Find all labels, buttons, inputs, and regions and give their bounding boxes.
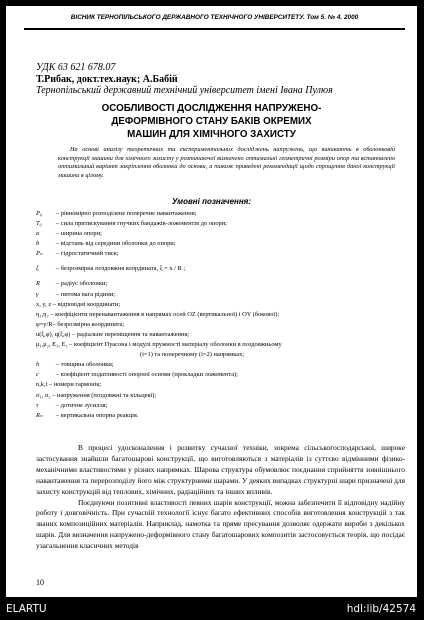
notation-definition: – безрозмірна поздовжня координата, ξ = x / R ; — [56, 265, 186, 273]
notation-row — [36, 249, 405, 259]
notation-definition: – ширина опори; — [56, 230, 102, 238]
notation-definition: – коефіцієнт податливості опорної основи (прокладки ложемента); — [56, 371, 238, 379]
notation-row — [36, 330, 405, 340]
affiliation: Тернопільський державний технічний університет імені Івана Пулюя — [36, 85, 333, 96]
body-text — [36, 443, 405, 552]
udc-code: УДК 63 621 678.07 — [36, 62, 116, 73]
notation-symbol: Pₙ — [36, 250, 43, 258]
notation-symbol: γ — [36, 290, 39, 298]
notation-definition: σ₁, σ₂ – напруження (поздовжні та кільцеві); — [36, 391, 157, 399]
notation-symbol: τ — [36, 401, 39, 409]
notation-symbol: ξ — [36, 265, 39, 273]
notation-row — [36, 320, 405, 330]
notation-row — [36, 209, 405, 219]
notation-row — [36, 340, 405, 350]
notation-heading: Умовні позначення: — [171, 197, 252, 206]
notation-row — [36, 229, 405, 239]
notation-symbol: Rₙ — [36, 411, 43, 419]
notation-definition: – товщина оболонки; — [56, 361, 114, 369]
notation-definition: μ₁,μ₂, E₁, E₂ – коефіцієнт Пуасона і модулі пружності матеріалу оболонки в поздовжньому — [36, 341, 282, 349]
notation-definition: – відстань від середини оболонки до опори; — [56, 240, 176, 248]
notation-row — [36, 401, 405, 411]
notation-definition: u(ξ,φ), q(ξ,φ) – радіальне переміщення та навантаження; — [36, 330, 190, 338]
page-number: 10 — [36, 578, 44, 587]
authors: Т.Рибак, докт.тех.наук; А.Бабій — [36, 74, 178, 85]
footer-repository: ELARTU — [6, 603, 47, 615]
body-paragraph: В процесі удосконалення і розвитку сучасної техніки, зокрема сільськогосподарської, широке застосування знайшли багатошарові конструкції, що виготовляються з матеріалів із суттєво відмінними фізико-механічними властивостями у різних напрямках. Шарова структура обумовлює поєднання сприйняття зовнішнього навантаження та перерозподілу його між структурними шарами. У деяких випадках структурні шари призначені для захисту конструкцій від теплових, хімічних, радіаційних та інших впливів. — [36, 443, 405, 496]
notation-row — [36, 350, 405, 360]
notation-definition: n,k,t – номери гармонік; — [36, 381, 102, 389]
notation-symbol: h — [36, 361, 40, 369]
notation-definition: (i=1) та поперечному (i=2) напрямках; — [140, 351, 245, 359]
notation-definition: – вертикальна опорна реакція. — [56, 411, 139, 419]
notation-row — [36, 300, 405, 310]
notation-symbol: c — [36, 371, 39, 379]
paper-title — [46, 102, 377, 141]
notation-definition: η₁,η₂ – коефіцієнти перенавантаження в напрямах осей OZ (вертикальної) і OY (бокової); — [36, 310, 280, 318]
notation-list — [36, 209, 405, 421]
notation-row — [36, 370, 405, 380]
journal-header: ВІСНИК ТЕРНОПІЛЬСЬКОГО ДЕРЖАВНОГО ТЕХНІЧНОГО УНІВЕРСИТЕТУ. Том 5. № 4. 2000 — [24, 12, 405, 30]
notation-symbol: T₀ — [36, 220, 42, 228]
notation-row — [36, 380, 405, 390]
notation-symbol: b — [36, 240, 40, 248]
notation-row — [36, 279, 405, 289]
notation-definition: – радіус оболонки; — [56, 280, 108, 288]
notation-row — [36, 411, 405, 421]
notation-row — [36, 310, 405, 320]
notation-symbol: a — [36, 230, 40, 238]
notation-symbol: P₀ — [36, 210, 43, 217]
notation-row — [36, 391, 405, 401]
notation-definition: – гідростатичний тиск; — [56, 250, 119, 258]
body-paragraph: Поєднуючи позитивні властивості певних шарів конструкції, можна забезпечити її відповідну надійну роботу і довговічність. При сучасній технології існує багато ефективних способів виготовлення конструкцій з так званих композиційних матеріалів. Наприклад, намотка та пряме пресування дозволяє одержати вироби з декількох шарів. Для визначення напружено-деформівного стану багатошарових композитів застосовується теорія, що посідає узагальнення класичних методів — [36, 497, 405, 551]
title-line: ОСОБЛИВОСТІ ДОСЛІДЖЕННЯ НАПРУЖЕНО- — [101, 103, 322, 114]
footer-handle: hdl:lib/42574 — [346, 603, 416, 615]
notation-definition: φ=y/R– безрозмірна координата; — [36, 320, 125, 328]
notation-row — [36, 259, 405, 279]
abstract: На основі аналізу теоретичних та експериментальних досліджень напружень, що виникають в оболонковій конструкції машини для хімічного захисту у розтинаючої визначено оптимальні геометричні розміри опор та встановлено оптимальний варіант закріплення оболонки до основи, а також приведені рекомендації щодо спрощення даної конструкції машини в цілому. — [58, 146, 395, 179]
paper-page — [6, 6, 417, 597]
notation-symbol: R — [36, 280, 40, 288]
title-line: МАШИН ДЛЯ ХІМІЧНОГО ЗАХИСТУ — [127, 129, 296, 140]
notation-definition: – рівномірно розподілене поперечне навантаження; — [56, 210, 197, 217]
notation-row — [36, 239, 405, 249]
notation-definition: x, y, z – відповідні координати; — [36, 300, 121, 308]
notation-definition: – сила притискування гнучких бандажів-ложементів до опори; — [56, 220, 227, 228]
notation-definition: – дотичне зусилля; — [56, 401, 108, 409]
title-line: ДЕФОРМІВНОГО СТАНУ БАКІВ ОКРЕМИХ — [111, 116, 312, 127]
notation-row — [36, 290, 405, 300]
notation-definition: – питома вага рідини; — [56, 290, 115, 298]
notation-row — [36, 360, 405, 370]
notation-row — [36, 219, 405, 229]
